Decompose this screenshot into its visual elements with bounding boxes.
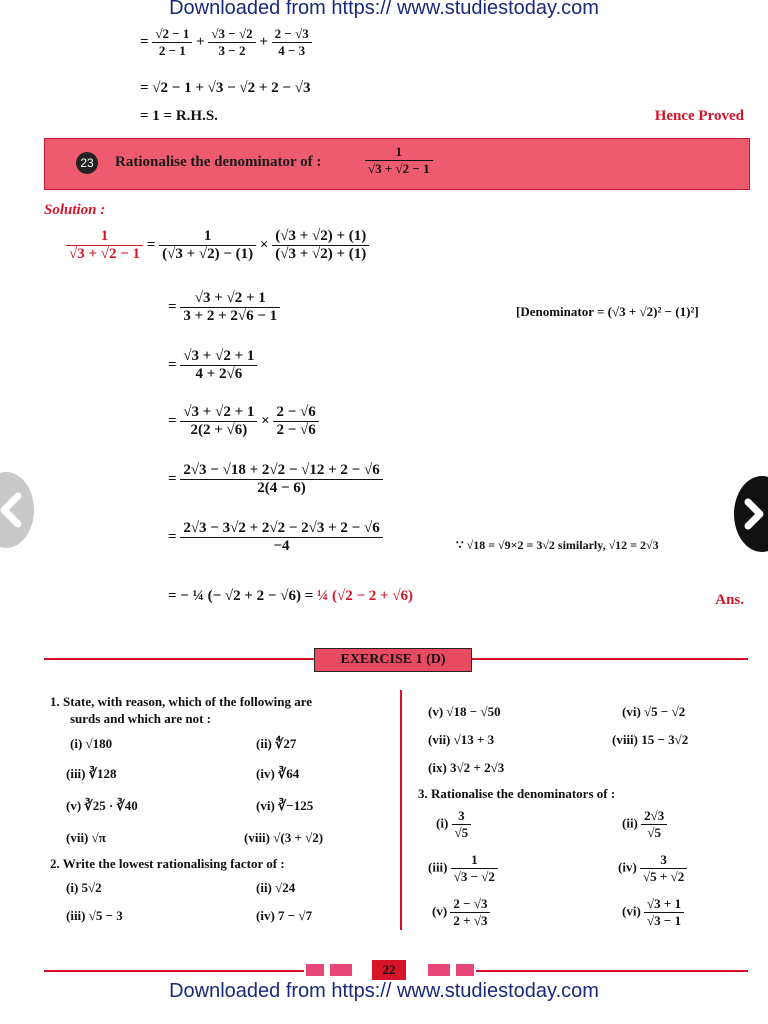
q2-item: (i) 5√2 — [66, 880, 102, 895]
q1-item: (iii) ∛128 — [66, 766, 117, 781]
q2-item: (ii) √24 — [256, 880, 296, 895]
prev-page-button[interactable] — [0, 472, 34, 548]
header-url: Downloaded from https:// www.studiestoday.com — [169, 0, 599, 19]
page-number: 22 — [372, 960, 406, 980]
footer-line-right — [476, 970, 748, 972]
question-number: 23 — [76, 152, 98, 174]
q3-item: (ii) $\frac{2√3}{√5}$ — [622, 808, 667, 841]
answer-label: Ans. — [715, 592, 744, 608]
q2-item: (iii) √5 − 3 — [66, 908, 123, 923]
solution-step-4: = $\frac{√3 + √2 + 1}{2(2 + √6)}$ × $\frac{2 - √6}{2 - √6}$ — [168, 404, 319, 439]
solution-label: Solution : — [44, 202, 106, 218]
solution-step-6: = $\frac{2√3 - 3√2 + 2√2 - 2√3 + 2 - √6}{-4}$ — [168, 520, 383, 555]
q2-item: (v) √18 − √50 — [428, 704, 501, 719]
next-page-button[interactable] — [734, 476, 768, 552]
proof-line-2: = √2 − 1 + √3 − √2 + 2 − √3 — [140, 80, 311, 96]
solution-step-7: = − ¼ (− √2 + 2 − √6) = ¼ (√2 − 2 + √6) — [168, 588, 414, 604]
solution-step-3: = $\frac{√3 + √2 + 1}{4 + 2√6}$ — [168, 348, 257, 383]
footer-ornament — [428, 964, 450, 976]
denominator-note: [Denominator = (√3 + √2)² − (1)²] — [516, 304, 699, 319]
footer-ornament — [306, 964, 324, 976]
exercise-title: EXERCISE 1 (D) — [314, 648, 472, 672]
q3-item: (iii) $\frac{1}{√3 - √2}$ — [428, 852, 498, 885]
q1-item: (i) √180 — [70, 736, 113, 751]
q3-item: (i) $\frac{3}{√5}$ — [436, 808, 471, 841]
q3-item: (iv) $\frac{3}{√5 + √2}$ — [618, 852, 687, 885]
q2-item: (iv) 7 − √7 — [256, 908, 313, 923]
q1-item: (v) ∛25 · ∛40 — [66, 798, 138, 813]
q1-item: (vii) √π — [66, 830, 106, 845]
proof-line-3: = 1 = R.H.S. — [140, 108, 218, 124]
proof-line-1: = $\frac{√2 - 1}{2 - 1}$ + $\frac{√3 - √2}{3 - 2}$ + $\frac{2 - √3}{4 - 3}$ — [140, 26, 312, 59]
question-band — [44, 138, 750, 190]
q2-item: (viii) 15 − 3√2 — [612, 732, 689, 747]
exercise-q3: 3. Rationalise the denominators of : — [418, 786, 616, 801]
q3-item: (v) $\frac{2 - √3}{2 + √3}$ — [432, 896, 490, 929]
q2-item: (vii) √13 + 3 — [428, 732, 495, 747]
column-divider — [400, 690, 402, 930]
exercise-q1: 1. State, with reason, which of the following are — [50, 694, 313, 709]
q1-item: (viii) √(3 + √2) — [244, 830, 324, 845]
question-text: Rationalise the denominator of : — [115, 154, 322, 170]
q2-item: (ix) 3√2 + 2√3 — [428, 760, 505, 775]
hence-proved: Hence Proved — [654, 108, 744, 124]
q1-item: (ii) ∜27 — [256, 736, 297, 751]
footer-url: Downloaded from https:// www.studiestoday.com — [169, 980, 599, 1002]
q1-item: (vi) ∛−125 — [256, 798, 314, 813]
solution-step-2: = $\frac{√3 + √2 + 1}{3 + 2 + 2√6 - 1}$ — [168, 290, 280, 325]
exercise-q1-cont: surds and which are not : — [70, 711, 211, 726]
question-fraction: $\frac{1}{√3 + √2 - 1}$ — [365, 144, 433, 177]
q2-item: (vi) √5 − √2 — [622, 704, 686, 719]
chevron-left-icon — [0, 472, 34, 548]
solution-step-1: $\frac{1}{√3 + √2 - 1}$ = $\frac{1}{(√3 + √2) - (1)}$ × $\frac{(√3 + √2) + (1)}{(√3 + √2) + (1)}$ — [66, 228, 369, 263]
footer-line-left — [44, 970, 304, 972]
q1-item: (iv) ∛64 — [256, 766, 300, 781]
footer-ornament — [456, 964, 474, 976]
footer-ornament — [330, 964, 352, 976]
q3-item: (vi) $\frac{√3 + 1}{√3 - 1}$ — [622, 896, 684, 929]
chevron-right-icon — [734, 476, 768, 552]
exercise-q2: 2. Write the lowest rationalising factor of : — [50, 856, 285, 871]
simplification-note: ∵ √18 = √9×2 = 3√2 similarly, √12 = 2√3 — [456, 538, 659, 552]
solution-step-5: = $\frac{2√3 - √18 + 2√2 - √12 + 2 - √6}{2(4 - 6)}$ — [168, 462, 383, 497]
